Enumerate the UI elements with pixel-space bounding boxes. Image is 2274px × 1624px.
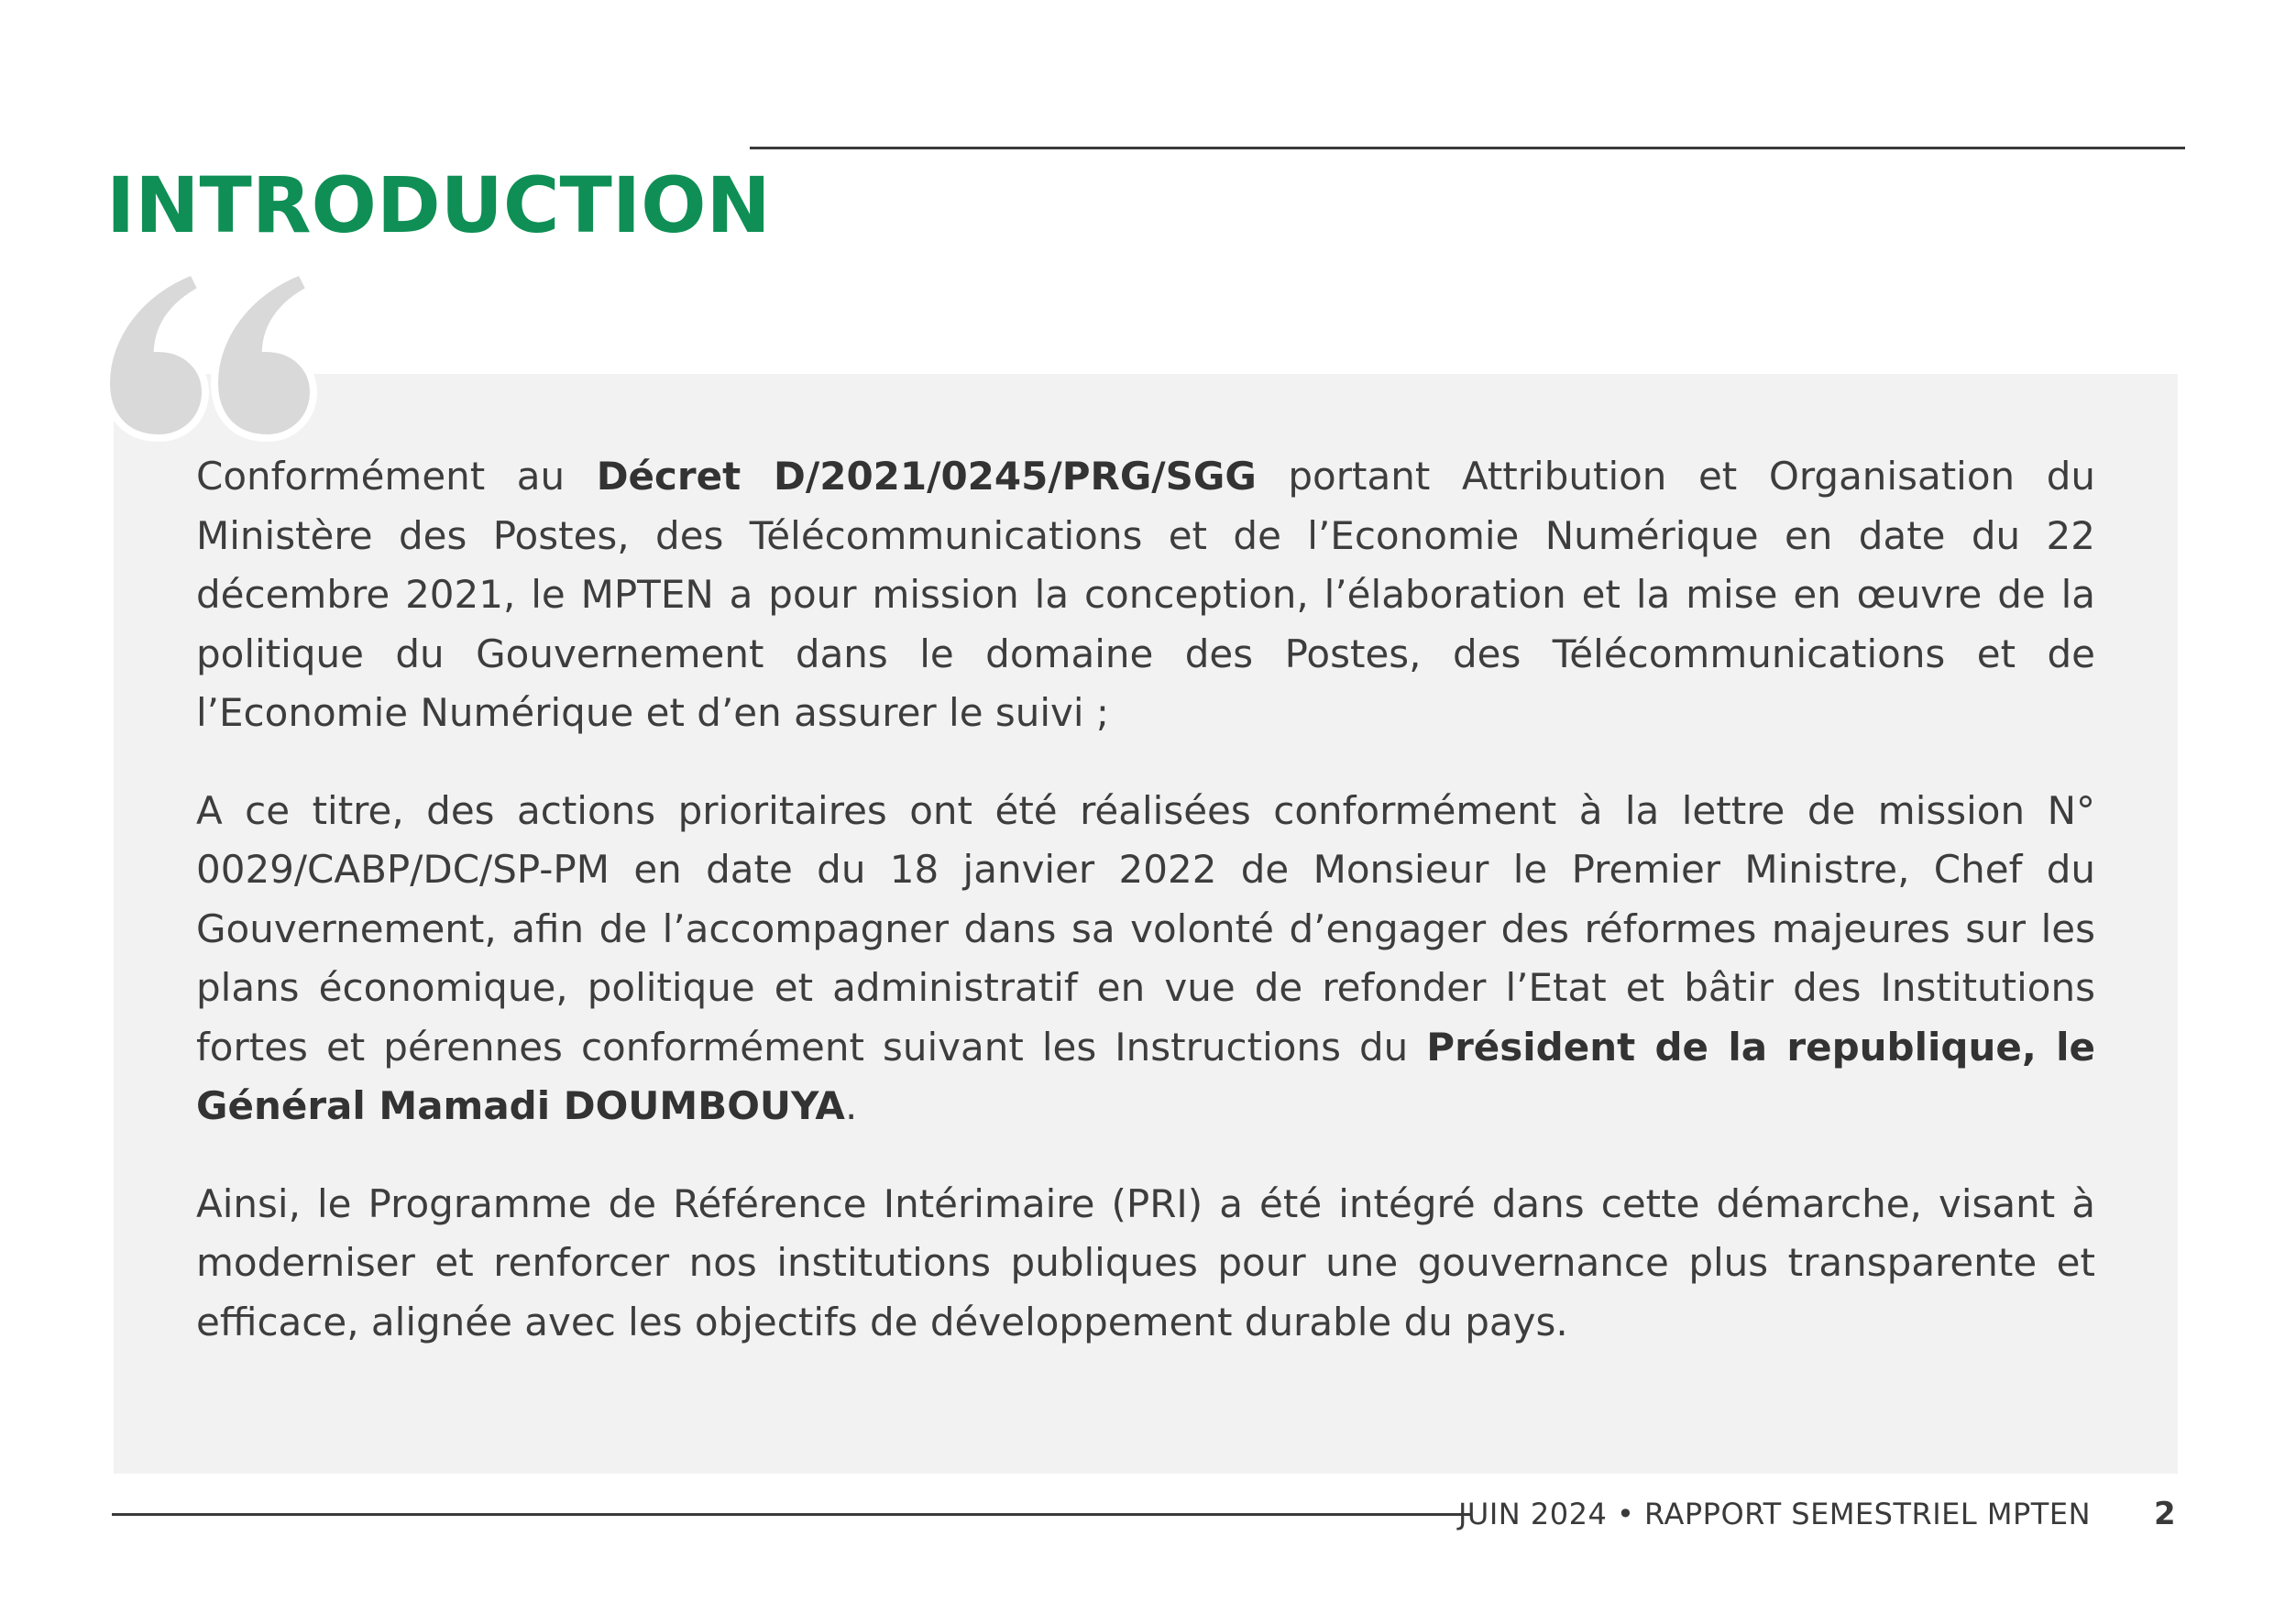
page-title: INTRODUCTION [106,160,771,251]
page-number: 2 [2154,1496,2176,1532]
paragraph-3-text: Ainsi, le Programme de Référence Intérimaire (PRI) a été intégré dans cette démarche, visant à moderniser et renforcer nos institutions publiques pour une gouvernance plus transparente et efficace, alignée avec les objectifs de développement durable du pays. [196,1180,2095,1344]
paragraph-1 [196,447,2095,743]
decree-reference: Décret D/2021/0245/PRG/SGG [596,454,1257,499]
paragraph-2-text-start: A ce titre, des actions prioritaires ont été réalisées conformément à la lettre de mission N° 0029/CABP/DC/SP-PM en date du 18 janvier 2022 de Monsieur le Premier Ministre, Chef du Gouvernement, afin de l’accompagner dans sa volonté d’engager des réformes majeures sur les plans économique, politique et administratif en vue de refonder l’Etat et bâtir des Institutions fortes et pérennes conformément suivant les Instructions du [196,787,2095,1070]
paragraph-2-text-end: . [844,1083,858,1128]
title-divider [750,147,2185,149]
paragraph-2 [196,782,2095,1136]
footer-label: JUIN 2024 • RAPPORT SEMESTRIEL MPTEN [1457,1497,2091,1531]
introduction-text [196,447,2095,1390]
president-reference: Président de la republique, le Général Mamadi DOUMBOUYA [196,1024,2095,1128]
paragraph-1-text-start: Conformément au [196,454,597,499]
footer-divider [112,1513,1472,1516]
paragraph-1-text-end: portant Attribution et Organisation du Ministère des Postes, des Télécommunications et de l’Economie Numérique en date du 22 décembre 2021, le MPTEN a pour mission la conception, l’élaboration et la mise en œuvre de la politique du Gouvernement dans le domaine des Postes, des Télécommunications et de l’Economie Numérique et d’en assurer le suivi ; [196,454,2095,735]
paragraph-3 [196,1175,2095,1353]
quote-open-icon [103,264,332,447]
